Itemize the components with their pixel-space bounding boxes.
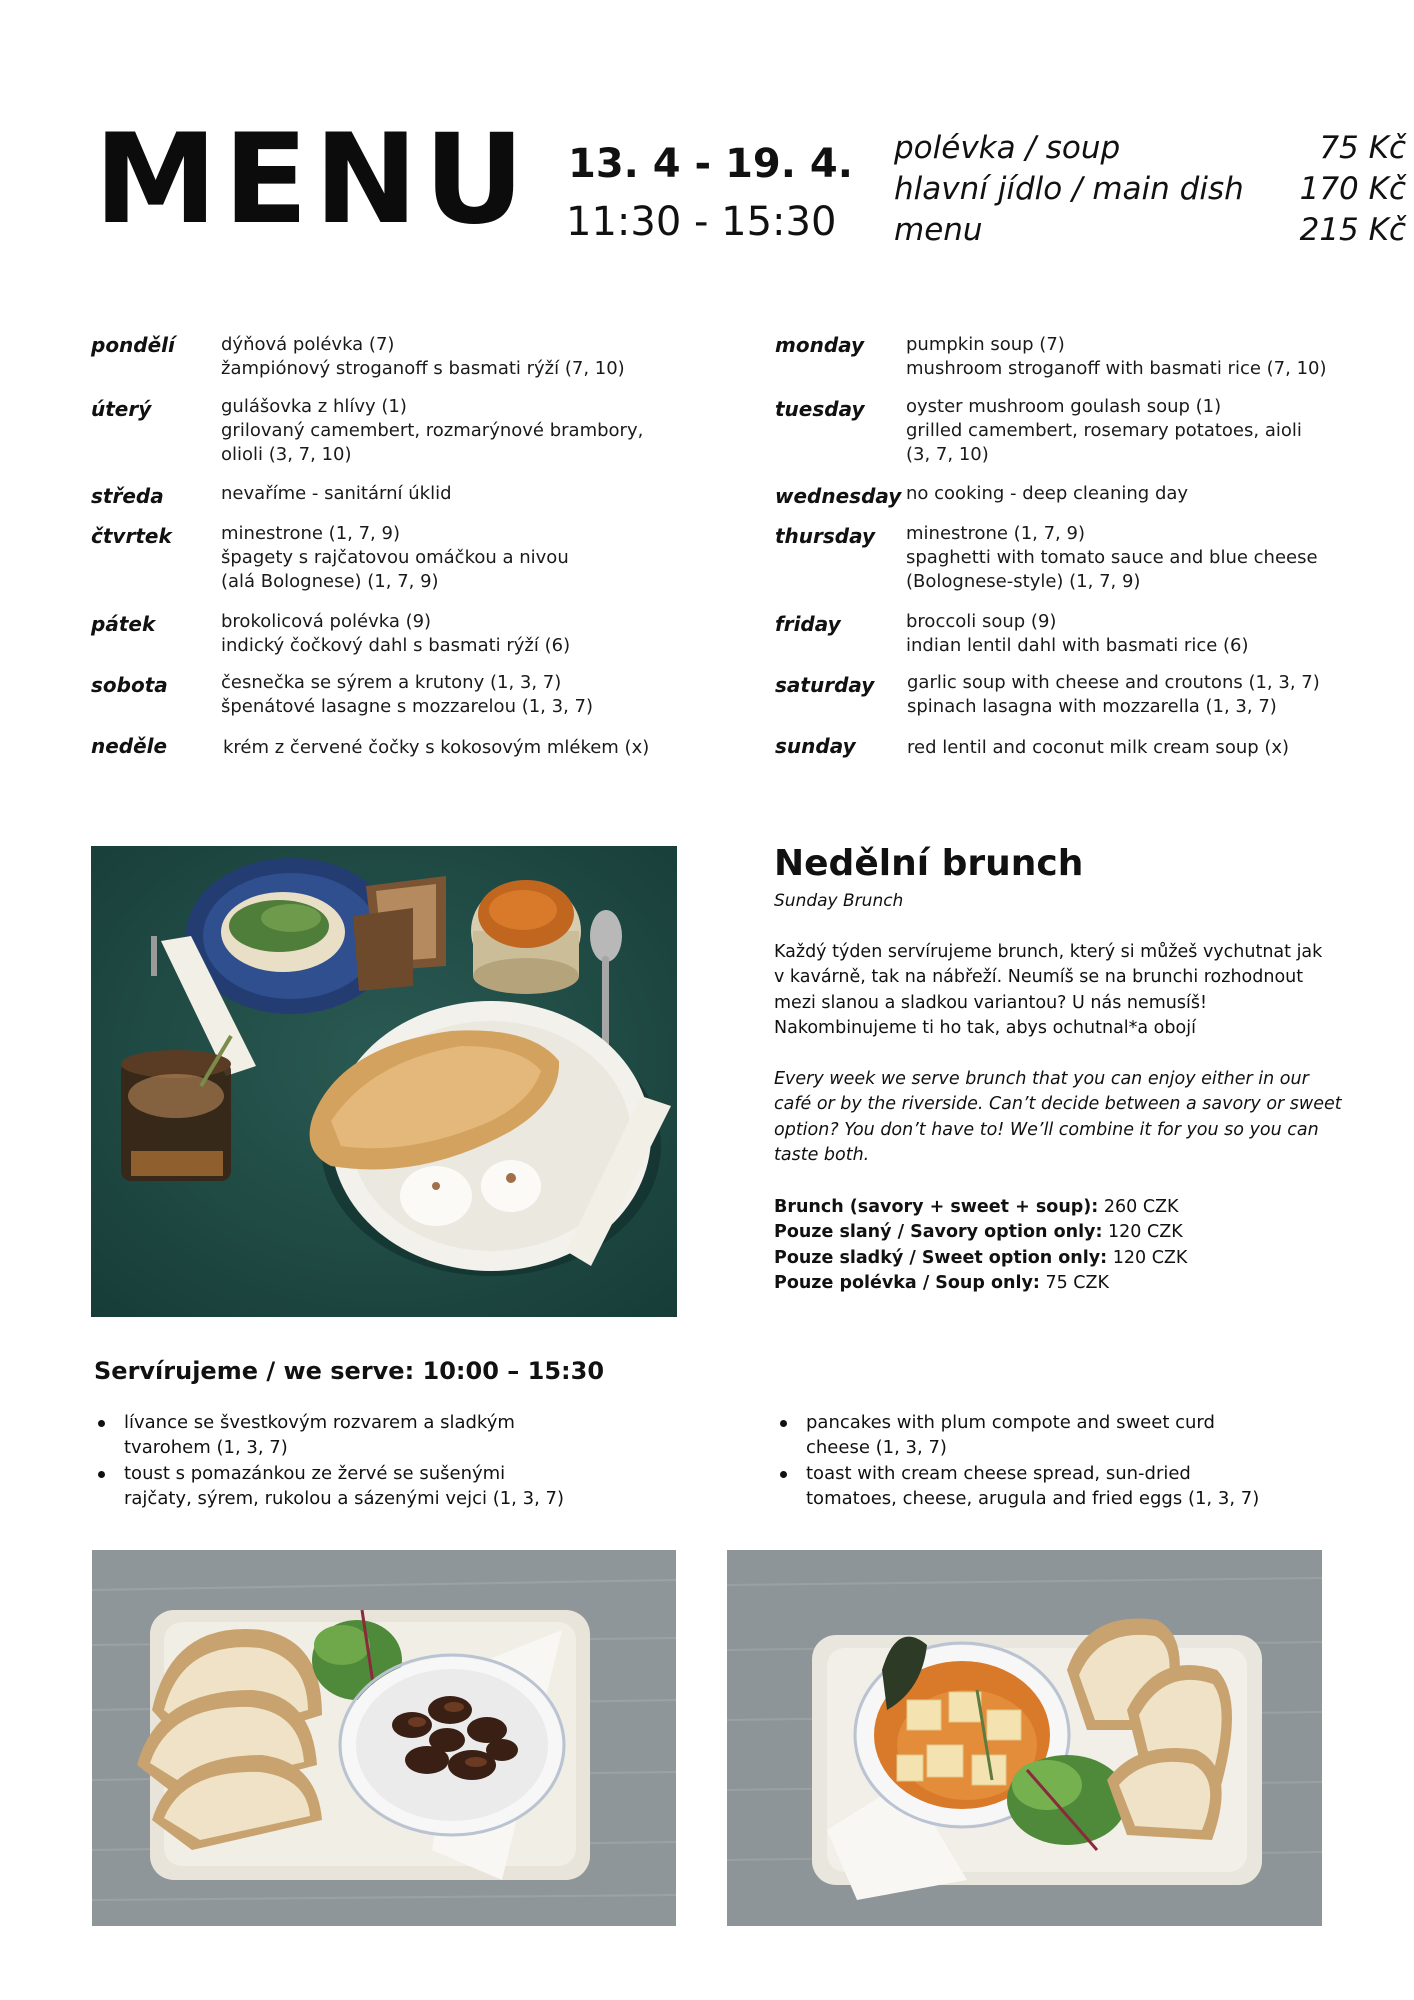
menu-title: MENU xyxy=(94,108,531,252)
price-value: 120 CZK xyxy=(1102,1222,1183,1243)
dish-line: grilled camembert, rosemary potatoes, aioli xyxy=(906,420,1302,441)
day-label-cz: pátek xyxy=(91,612,156,636)
day-label-cz: neděle xyxy=(91,734,168,758)
dish-line: (3, 7, 10) xyxy=(906,444,989,465)
brunch-title: Nedělní brunch xyxy=(774,843,1084,884)
dish-list-cz xyxy=(221,482,452,506)
paragraph-line: café or by the riverside. Can’t decide between a savory or sweet xyxy=(774,1094,1342,1115)
price-value: 215 Kč xyxy=(1299,212,1406,248)
list-item xyxy=(776,1461,1259,1512)
soup-dish-photo xyxy=(727,1550,1322,1926)
dish-list-en xyxy=(907,736,1289,760)
list-item-line: pancakes with plum compote and sweet curd xyxy=(806,1412,1215,1433)
dish-line: krém z červené čočky s kokosovým mlékem (x) xyxy=(223,737,650,758)
brunch-subtitle: Sunday Brunch xyxy=(774,891,904,911)
day-label-cz: středa xyxy=(91,484,164,508)
price-value: 75 CZK xyxy=(1039,1273,1109,1294)
dish-line: minestrone (1, 7, 9) xyxy=(906,523,1085,544)
brunch-photo xyxy=(91,846,677,1317)
dish-line: česnečka se sýrem a krutony (1, 3, 7) xyxy=(221,672,562,693)
brunch-price-list xyxy=(774,1195,1187,1297)
bullet-icon xyxy=(780,1420,787,1427)
dish-line: žampiónový stroganoff s basmati rýží (7, 10) xyxy=(221,358,625,379)
mushroom-dish-photo xyxy=(92,1550,676,1926)
opening-hours: 11:30 - 15:30 xyxy=(566,199,837,245)
price-label: Pouze polévka / Soup only: xyxy=(774,1273,1040,1294)
brunch-price-item xyxy=(774,1271,1187,1296)
day-label-en: wednesday xyxy=(775,484,902,508)
dish-line: mushroom stroganoff with basmati rice (7, 10) xyxy=(906,358,1327,379)
list-item-line: tvarohem (1, 3, 7) xyxy=(124,1437,288,1459)
paragraph-line: v kavárně, tak na nábřeží. Neumíš se na brunchi rozhodnout xyxy=(774,967,1304,988)
dish-list-cz xyxy=(223,736,649,760)
dish-line: broccoli soup (9) xyxy=(906,611,1057,632)
day-label-cz: čtvrtek xyxy=(91,524,172,548)
bullet-icon xyxy=(98,1471,105,1478)
dish-line: brokolicová polévka (9) xyxy=(221,611,432,632)
brunch-price-item xyxy=(774,1195,1187,1220)
brunch-price-item xyxy=(774,1220,1187,1245)
day-label-cz: úterý xyxy=(91,397,152,421)
serve-list-cz xyxy=(94,1410,564,1512)
day-label-en: saturday xyxy=(775,673,875,697)
day-label-cz: sobota xyxy=(91,673,168,697)
paragraph-line: Every week we serve brunch that you can enjoy either in our xyxy=(774,1069,1309,1089)
paragraph-line: option? You don’t have to! We’ll combine it for you so you can xyxy=(774,1119,1319,1140)
dish-line: gulášovka z hlívy (1) xyxy=(221,396,407,417)
list-item-line: rajčaty, sýrem, rukolou a sázenými vejci (1, 3, 7) xyxy=(124,1488,564,1510)
price-label: menu xyxy=(894,212,983,248)
brunch-price-item xyxy=(774,1246,1187,1271)
list-item-line: cheese (1, 3, 7) xyxy=(806,1437,947,1459)
dish-line: spinach lasagna with mozzarella (1, 3, 7) xyxy=(907,696,1277,717)
list-item xyxy=(94,1461,564,1512)
dish-line: (alá Bolognese) (1, 7, 9) xyxy=(221,571,439,592)
paragraph-line: taste both. xyxy=(774,1145,870,1166)
dish-line: indický čočkový dahl s basmati rýží (6) xyxy=(221,635,571,656)
dish-list-en xyxy=(906,610,1249,658)
price-label: Brunch (savory + sweet + soup): xyxy=(774,1197,1099,1217)
day-label-en: tuesday xyxy=(775,397,865,421)
dish-line: minestrone (1, 7, 9) xyxy=(221,523,400,544)
price-label: Pouze sladký / Sweet option only: xyxy=(774,1247,1108,1268)
day-label-en: monday xyxy=(775,333,865,357)
dish-line: olioli (3, 7, 10) xyxy=(221,444,352,465)
dish-list-en xyxy=(906,395,1302,467)
paragraph-line: Nakombinujeme ti ho tak, abys ochutnal*a obojí xyxy=(774,1018,1196,1039)
dish-list-cz xyxy=(221,333,625,381)
dish-line: garlic soup with cheese and croutons (1, 3, 7) xyxy=(907,672,1320,693)
day-label-cz: pondělí xyxy=(91,333,175,357)
brunch-description-cz xyxy=(774,940,1334,1042)
list-item xyxy=(94,1410,564,1461)
date-range: 13. 4 - 19. 4. xyxy=(568,141,853,187)
list-item-line: tomatoes, cheese, arugula and fried eggs (1, 3, 7) xyxy=(806,1488,1260,1510)
dish-list-cz xyxy=(221,395,643,467)
list-item-line: lívance se švestkovým rozvarem a sladkým xyxy=(124,1412,515,1433)
dish-line: oyster mushroom goulash soup (1) xyxy=(906,396,1222,417)
serve-heading: Servírujeme / we serve: 10:00 – 15:30 xyxy=(94,1357,605,1385)
list-item xyxy=(776,1410,1259,1461)
day-label-en: thursday xyxy=(775,524,876,548)
dish-list-en xyxy=(906,522,1318,594)
dish-line: špenátové lasagne s mozzarelou (1, 3, 7) xyxy=(221,696,593,717)
bullet-icon xyxy=(98,1420,105,1427)
price-value: 75 Kč xyxy=(1319,130,1406,166)
dish-line: pumpkin soup (7) xyxy=(906,334,1065,355)
brunch-description-en xyxy=(774,1067,1342,1169)
dish-line: no cooking - deep cleaning day xyxy=(906,483,1189,504)
dish-line: spaghetti with tomato sauce and blue cheese xyxy=(906,547,1318,568)
price-label: Pouze slaný / Savory option only: xyxy=(774,1222,1103,1243)
dish-list-cz xyxy=(221,671,593,719)
list-item-line: toust s pomazánkou ze žervé se sušenými xyxy=(124,1462,506,1484)
dish-list-en xyxy=(906,482,1188,506)
dish-line: špagety s rajčatovou omáčkou a nivou xyxy=(221,547,569,568)
price-value: 120 CZK xyxy=(1107,1247,1188,1268)
dish-list-en xyxy=(907,671,1320,719)
dish-line: grilovaný camembert, rozmarýnové brambory, xyxy=(221,420,644,441)
paragraph-line: Každý týden servírujeme brunch, který si můžeš vychutnat jak xyxy=(774,942,1323,962)
dish-line: indian lentil dahl with basmati rice (6) xyxy=(906,635,1249,656)
dish-line: red lentil and coconut milk cream soup (x) xyxy=(907,737,1290,758)
paragraph-line: mezi slanou a sladkou variantou? U nás nemusíš! xyxy=(774,992,1207,1013)
price-value: 170 Kč xyxy=(1299,171,1406,207)
bullet-icon xyxy=(780,1471,787,1478)
dish-line: (Bolognese-style) (1, 7, 9) xyxy=(906,571,1141,592)
dish-list-en xyxy=(906,333,1327,381)
price-label: polévka / soup xyxy=(894,130,1121,166)
day-label-en: sunday xyxy=(775,734,856,758)
day-label-en: friday xyxy=(775,612,841,636)
list-item-line: toast with cream cheese spread, sun-dried xyxy=(806,1462,1191,1484)
serve-list-en xyxy=(776,1410,1259,1512)
dish-list-cz xyxy=(221,522,569,594)
dish-line: dýňová polévka (7) xyxy=(221,334,395,355)
dish-list-cz xyxy=(221,610,570,658)
dish-line: nevaříme - sanitární úklid xyxy=(221,483,452,504)
price-value: 260 CZK xyxy=(1098,1197,1179,1217)
price-label: hlavní jídlo / main dish xyxy=(894,171,1244,207)
